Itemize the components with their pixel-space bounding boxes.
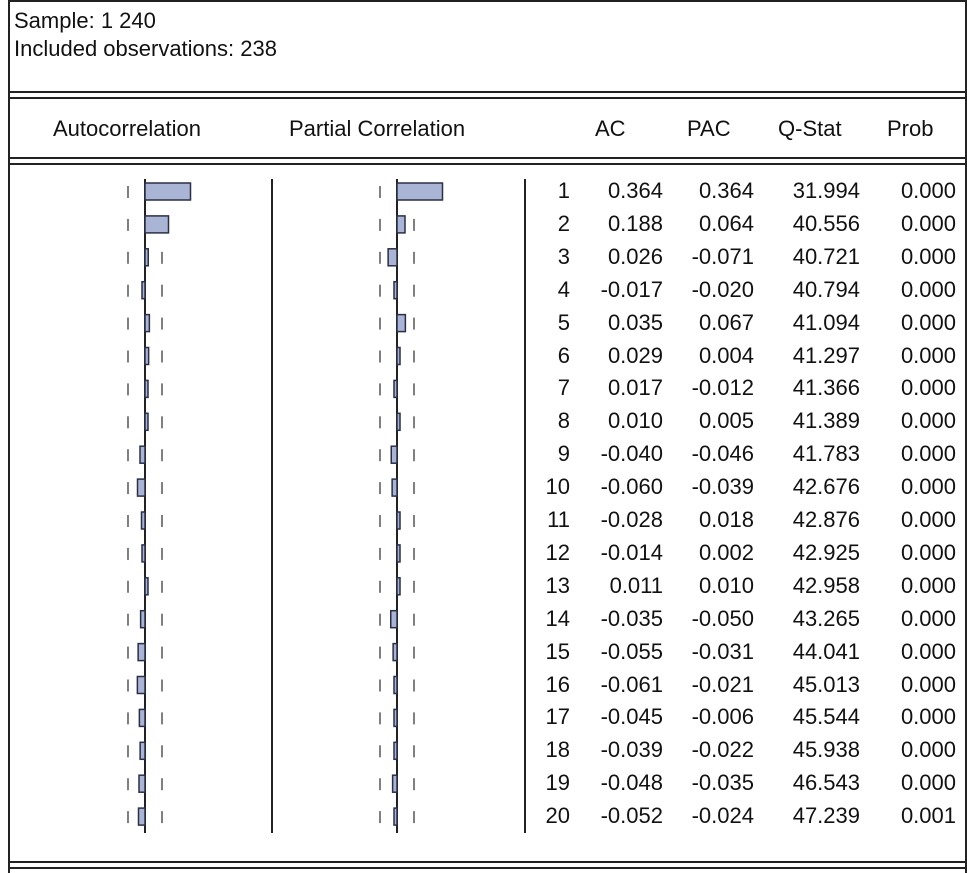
lag-cell: 9 [557, 441, 570, 467]
pac-bar [397, 545, 400, 562]
pac-bar [397, 183, 443, 200]
observations-label: Included observations: 238 [14, 36, 277, 61]
prob-value: 0.000 [900, 375, 956, 401]
ac-value: 0.364 [607, 178, 663, 203]
pac-bar [388, 249, 397, 266]
prob-value: 0.001 [900, 803, 956, 829]
ac-bar [145, 216, 169, 233]
prob-value: 0.000 [900, 605, 956, 631]
prob-value: 0.000 [900, 671, 956, 697]
pac-bar [394, 742, 397, 759]
qstat-value: 44.041 [792, 638, 860, 664]
ac-bar [140, 742, 145, 759]
ac-bar [139, 709, 145, 726]
lag-cell: 8 [557, 408, 570, 434]
ac-value: -0.039 [600, 737, 663, 763]
ac-value: -0.048 [600, 770, 663, 796]
pac-bar [391, 611, 397, 628]
pac-bar [394, 677, 397, 694]
pac-bar [397, 413, 400, 430]
ac-value: -0.061 [600, 671, 663, 697]
lag-cell: 4 [557, 276, 570, 302]
qstat-value: 41.783 [792, 441, 860, 467]
qstat-value: 41.297 [792, 342, 860, 368]
pac-value: -0.050 [691, 605, 754, 631]
col-header-qstat: Q-Stat [778, 116, 842, 141]
lag-cell: 1 [557, 178, 570, 203]
ac-value: -0.028 [600, 507, 663, 532]
qstat-value: 42.676 [792, 474, 860, 500]
qstat-value: 42.958 [792, 572, 860, 598]
qstat-value: 45.544 [792, 704, 860, 730]
lag-cell: 2 [557, 210, 570, 236]
pac-bar [393, 644, 397, 661]
prob-value: 0.000 [900, 770, 956, 796]
lag-cell: 14 [545, 605, 570, 631]
col-header-prob: Prob [887, 116, 934, 141]
lag-cell: 15 [545, 638, 570, 664]
prob-value: 0.000 [900, 210, 956, 236]
ac-bar [142, 282, 145, 299]
lag-cell: 7 [557, 375, 570, 401]
pac-value: 0.002 [698, 539, 754, 565]
qstat-value: 42.876 [792, 507, 860, 532]
ac-bar [145, 413, 148, 430]
qstat-value: 41.094 [792, 309, 860, 335]
pac-value: -0.071 [691, 243, 754, 269]
pac-bar [394, 380, 397, 397]
pac-value: -0.012 [691, 375, 754, 401]
qstat-value: 40.721 [792, 243, 860, 269]
ac-value: 0.011 [609, 572, 663, 598]
ac-value: -0.014 [600, 539, 663, 565]
ac-bar [145, 578, 148, 595]
qstat-value: 45.013 [792, 671, 860, 697]
ac-value: -0.052 [600, 803, 663, 829]
pac-bar [391, 446, 397, 463]
prob-value: 0.000 [900, 342, 956, 368]
ac-bar [138, 644, 145, 661]
pac-value: 0.018 [698, 507, 754, 532]
pac-bar [392, 479, 397, 496]
lag-cell: 19 [545, 770, 570, 796]
pac-value: -0.024 [691, 803, 754, 829]
lag-cell: 18 [545, 737, 570, 763]
ac-bar [145, 348, 149, 365]
prob-value: 0.000 [900, 704, 956, 730]
ac-bar [137, 677, 145, 694]
pac-value: 0.010 [698, 572, 754, 598]
ac-bar [142, 512, 146, 529]
pac-value: -0.031 [691, 638, 754, 664]
qstat-value: 43.265 [792, 605, 860, 631]
prob-value: 0.000 [900, 507, 956, 532]
ac-bar [139, 808, 146, 825]
lag-cell: 5 [557, 309, 570, 335]
prob-value: 0.000 [900, 178, 956, 203]
lag-cell: 11 [547, 507, 570, 532]
pac-value: -0.006 [691, 704, 754, 730]
col-header-pac: PAC [687, 116, 731, 141]
lag-cell: 3 [557, 243, 570, 269]
qstat-value: 47.239 [792, 803, 860, 829]
pac-bar [397, 578, 400, 595]
ac-bar [142, 545, 145, 562]
lag-cell: 13 [545, 572, 570, 598]
pac-bar [397, 512, 400, 529]
ac-value: 0.010 [607, 408, 663, 434]
prob-value: 0.000 [900, 737, 956, 763]
ac-value: -0.060 [600, 474, 663, 500]
lag-cell: 17 [545, 704, 570, 730]
ac-value: -0.040 [600, 441, 663, 467]
pac-value: 0.064 [698, 210, 754, 236]
prob-value: 0.000 [900, 474, 956, 500]
qstat-value: 45.938 [792, 737, 860, 763]
ac-bar [145, 380, 148, 397]
pac-bar [394, 282, 397, 299]
qstat-value: 42.925 [792, 539, 860, 565]
ac-value: -0.035 [600, 605, 663, 631]
pac-bar [397, 315, 405, 332]
ac-value: -0.045 [600, 704, 663, 730]
prob-value: 0.000 [900, 638, 956, 664]
sample-label: Sample: 1 240 [14, 8, 156, 33]
prob-value: 0.000 [900, 572, 956, 598]
prob-value: 0.000 [900, 539, 956, 565]
pac-value: -0.020 [691, 276, 754, 302]
ac-bar [145, 315, 149, 332]
lag-cell: 16 [545, 671, 570, 697]
qstat-value: 41.366 [792, 375, 860, 401]
qstat-value: 41.389 [792, 408, 860, 434]
qstat-value: 31.994 [792, 178, 860, 203]
ac-value: 0.029 [607, 342, 663, 368]
ac-value: -0.017 [600, 276, 663, 302]
pac-value: 0.005 [698, 408, 754, 434]
qstat-value: 40.794 [792, 276, 860, 302]
ac-bar [141, 611, 145, 628]
ac-bar [145, 183, 191, 200]
ac-bar [140, 446, 145, 463]
pac-value: -0.035 [691, 770, 754, 796]
pac-value: 0.067 [698, 309, 754, 335]
lag-cell: 12 [545, 539, 570, 565]
prob-value: 0.000 [900, 408, 956, 434]
ac-value: 0.026 [607, 243, 663, 269]
lag-cell: 6 [557, 342, 570, 368]
pac-value: -0.046 [691, 441, 754, 467]
ac-value: -0.055 [600, 638, 663, 664]
pac-value: -0.022 [691, 737, 754, 763]
qstat-value: 40.556 [792, 210, 860, 236]
qstat-value: 46.543 [792, 770, 860, 796]
pac-value: -0.021 [691, 671, 754, 697]
pac-value: 0.004 [698, 342, 754, 368]
pac-value: -0.039 [691, 474, 754, 500]
pac-value: 0.364 [698, 178, 754, 203]
ac-bar [145, 249, 148, 266]
pac-bar [397, 348, 400, 365]
pac-bar [397, 216, 405, 233]
lag-cell: 20 [545, 803, 570, 829]
ac-value: 0.017 [607, 375, 663, 401]
col-header-partial-correlation: Partial Correlation [289, 116, 466, 141]
pac-bar [394, 808, 397, 825]
ac-bar [139, 775, 145, 792]
prob-value: 0.000 [900, 243, 956, 269]
lag-cell: 10 [545, 474, 570, 500]
prob-value: 0.000 [900, 441, 956, 467]
prob-value: 0.000 [900, 309, 956, 335]
col-header-autocorrelation: Autocorrelation [53, 116, 201, 141]
pac-bar [393, 775, 397, 792]
prob-value: 0.000 [900, 276, 956, 302]
col-header-ac: AC [595, 116, 626, 141]
pac-bar [394, 709, 397, 726]
ac-value: 0.035 [607, 309, 663, 335]
ac-bar [138, 479, 146, 496]
ac-value: 0.188 [607, 210, 663, 236]
